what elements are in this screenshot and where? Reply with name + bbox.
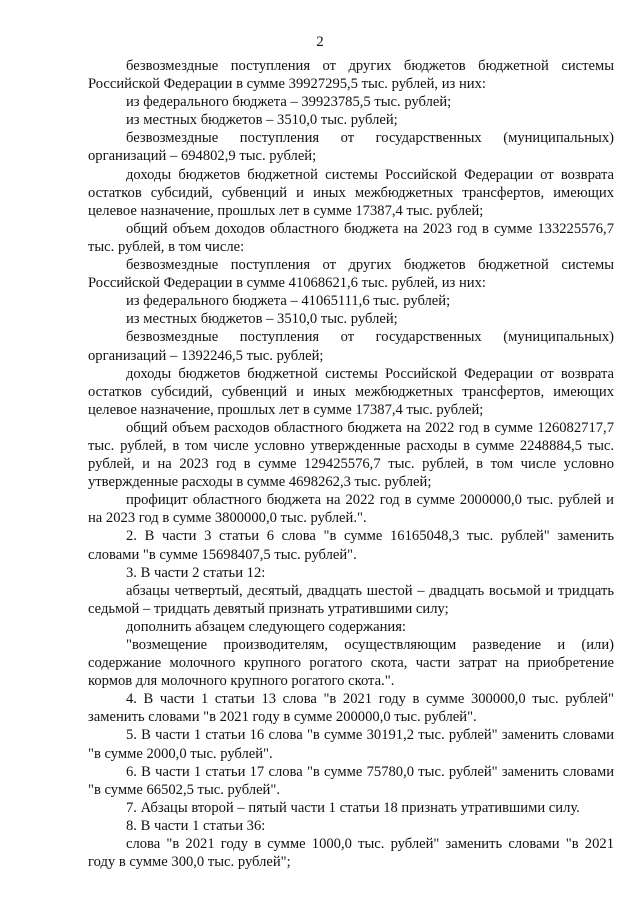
paragraph-7: безвозмездные поступления от других бюджетов бюджетной системы Российской Федерации в сумме 41068621,6 тыс. рублей, из них: <box>88 257 614 292</box>
paragraph-14: 2. В части 3 статьи 6 слова "в сумме 16165048,3 тыс. рублей" заменить словами "в сумме 15698407,5 тыс. рублей". <box>88 528 614 563</box>
paragraph-13: профицит областного бюджета на 2022 год в сумме 2000000,0 тыс. рублей и на 2023 год в сумме 3800000,0 тыс. рублей.". <box>88 492 614 527</box>
paragraph-3: из местных бюджетов – 3510,0 тыс. рублей; <box>126 112 398 129</box>
paragraph-19: 4. В части 1 статьи 13 слова "в 2021 году в сумме 300000,0 тыс. рублей" заменить словами "в 2021 году в сумме 200000,0 тыс. рублей". <box>88 691 614 726</box>
paragraph-12: общий объем расходов областного бюджета на 2022 год в сумме 126082717,7 тыс. рублей, в том числе условно утвержденные расходы в сумме 2248884,5 тыс. рублей, и на 2023 год в сумме 129425576,7 тыс. рублей, в том числе условно утвержденные расходы в сумме 4698262,3 тыс. рублей; <box>88 419 614 491</box>
paragraph-8: из федерального бюджета – 41065111,6 тыс. рублей; <box>126 293 451 310</box>
paragraph-2: из федерального бюджета – 39923785,5 тыс. рублей; <box>126 94 452 111</box>
paragraph-17: дополнить абзацем следующего содержания: <box>126 618 406 635</box>
paragraph-15: 3. В части 2 статьи 12: <box>126 564 266 581</box>
paragraph-24: слова "в 2021 году в сумме 1000,0 тыс. рублей" заменить словами "в 2021 году в сумме 300,0 тыс. рублей"; <box>88 836 614 871</box>
paragraph-9: из местных бюджетов – 3510,0 тыс. рублей; <box>126 311 398 328</box>
paragraph-21: 6. В части 1 статьи 17 слова "в сумме 75780,0 тыс. рублей" заменить словами "в сумме 66502,5 тыс. рублей". <box>88 763 614 798</box>
paragraph-6: общий объем доходов областного бюджета на 2023 год в сумме 133225576,7 тыс. рублей, в том числе: <box>88 220 614 255</box>
paragraph-10: безвозмездные поступления от государственных (муниципальных) организаций – 1392246,5 тыс. рублей; <box>88 329 614 364</box>
page-number: 2 <box>316 34 324 50</box>
paragraph-23: 8. В части 1 статьи 36: <box>126 817 266 834</box>
paragraph-11: доходы бюджетов бюджетной системы Российской Федерации от возврата остатков субсидий, субвенций и иных межбюджетных трансфертов, имеющих целевое назначение, прошлых лет в сумме 17387,4 тыс. рублей; <box>88 365 614 418</box>
document-body <box>88 57 614 871</box>
paragraph-1: безвозмездные поступления от других бюджетов бюджетной системы Российской Федерации в сумме 39927295,5 тыс. рублей, из них: <box>88 58 614 93</box>
paragraph-16: абзацы четвертый, десятый, двадцать шестой – двадцать восьмой и тридцать седьмой – тридцать девятый признать утратившими силу; <box>88 582 614 617</box>
paragraph-22: 7. Абзацы второй – пятый части 1 статьи 18 признать утратившими силу. <box>126 799 580 816</box>
paragraph-18: "возмещение производителям, осуществляющим разведение и (или) содержание молочного крупного рогатого скота, части затрат на приобретение кормов для молочного крупного рогатого скота.". <box>88 637 614 690</box>
paragraph-4: безвозмездные поступления от государственных (муниципальных) организаций – 694802,9 тыс. рублей; <box>88 130 614 165</box>
paragraph-5: доходы бюджетов бюджетной системы Российской Федерации от возврата остатков субсидий, субвенций и иных межбюджетных трансфертов, имеющих целевое назначение, прошлых лет в сумме 17387,4 тыс. рублей; <box>88 166 614 219</box>
paragraph-20: 5. В части 1 статьи 16 слова "в сумме 30191,2 тыс. рублей" заменить словами "в сумме 2000,0 тыс. рублей". <box>88 727 614 762</box>
